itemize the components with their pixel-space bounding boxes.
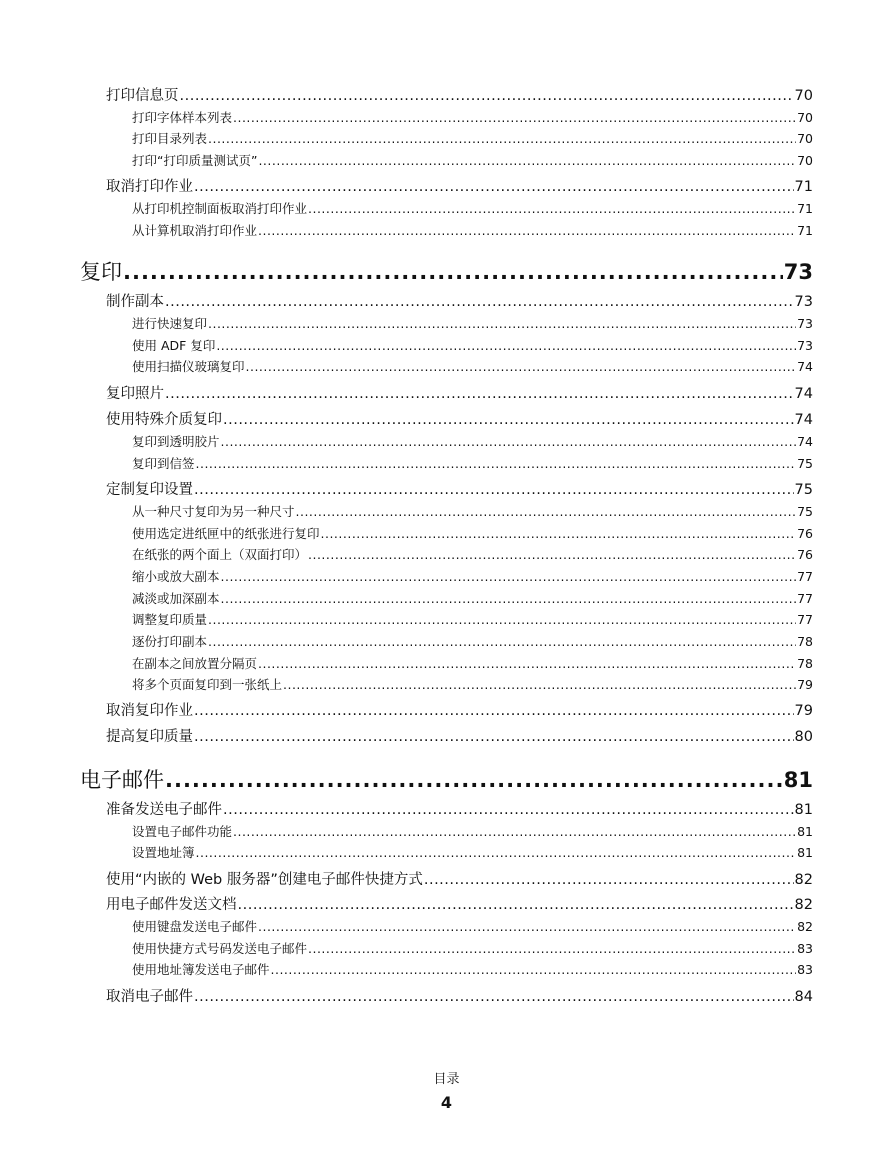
dot-leader [258,153,796,168]
toc-section-entry[interactable] [106,408,813,429]
entry-page-number: 74 [794,386,813,402]
dot-leader [208,612,796,627]
entry-page-number: 82 [794,897,813,913]
entry-page-number: 73 [783,260,813,284]
entry-page-number: 71 [797,223,813,238]
toc-subsection-entry[interactable] [132,502,813,520]
toc-section-entry[interactable] [106,868,813,889]
dot-leader [223,802,794,818]
dot-leader [258,919,796,934]
dot-leader [194,482,794,498]
entry-page-number: 70 [797,131,813,146]
entry-page-number: 79 [794,703,813,719]
toc-section-entry[interactable] [106,290,813,311]
toc-subsection-entry[interactable] [132,357,813,375]
entry-title: 制作副本 [106,294,164,310]
dot-leader [223,412,794,428]
entry-title: 定制复印设置 [106,482,193,498]
dot-leader [123,260,783,284]
toc-chapter-entry[interactable] [80,256,813,286]
toc-section-entry[interactable] [106,798,813,819]
entry-title: 打印“打印质量测试页” [132,153,258,168]
entry-page-number: 70 [794,88,813,104]
entry-page-number: 81 [797,845,813,860]
entry-title: 设置电子邮件功能 [132,824,233,839]
dot-leader [258,223,796,238]
toc-subsection-entry[interactable] [132,843,813,861]
entry-page-number: 83 [797,962,813,977]
toc-subsection-entry[interactable] [132,960,813,978]
toc-subsection-entry[interactable] [132,589,813,607]
toc-subsection-entry[interactable] [132,108,813,126]
dot-leader [283,677,796,692]
dot-leader [194,729,794,745]
dot-leader [208,131,796,146]
entry-title: 使用地址簿发送电子邮件 [132,962,270,977]
dot-leader [238,897,794,913]
entry-title: 进行快速复印 [132,316,208,331]
entry-page-number: 73 [797,316,813,331]
toc-chapter-entry[interactable] [80,764,813,794]
entry-page-number: 84 [794,989,813,1005]
toc-section-entry[interactable] [106,478,813,499]
entry-title: 调整复印质量 [132,612,208,627]
entry-title: 复印 [80,260,122,284]
toc-subsection-entry[interactable] [132,939,813,957]
entry-title: 使用键盘发送电子邮件 [132,919,258,934]
dot-leader [194,989,794,1005]
dot-leader [308,547,796,562]
toc-subsection-entry[interactable] [132,314,813,332]
entry-title: 从打印机控制面板取消打印作业 [132,201,308,216]
dot-leader [233,110,796,125]
toc-subsection-entry[interactable] [132,151,813,169]
toc-subsection-entry[interactable] [132,917,813,935]
dot-leader [221,569,797,584]
entry-page-number: 75 [797,456,813,471]
entry-title: 将多个页面复印到一张纸上 [132,677,283,692]
entry-title: 设置地址簿 [132,845,195,860]
entry-title: 使用扫描仪玻璃复印 [132,359,245,374]
dot-leader [246,359,797,374]
entry-page-number: 74 [794,412,813,428]
dot-leader [308,201,796,216]
entry-page-number: 81 [794,802,813,818]
entry-page-number: 82 [797,919,813,934]
entry-page-number: 74 [797,434,813,449]
entry-page-number: 75 [794,482,813,498]
dot-leader [208,316,796,331]
toc-subsection-entry[interactable] [132,822,813,840]
toc-subsection-entry[interactable] [132,454,813,472]
entry-title: 从一种尺寸复印为另一种尺寸 [132,504,295,519]
toc-subsection-entry[interactable] [132,524,813,542]
toc-subsection-entry[interactable] [132,567,813,585]
entry-title: 电子邮件 [80,768,164,792]
entry-page-number: 81 [797,824,813,839]
dot-leader [296,504,797,519]
toc-section-entry[interactable] [106,699,813,720]
dot-leader [196,456,797,471]
entry-title: 提高复印质量 [106,729,193,745]
entry-page-number: 82 [794,872,813,888]
entry-page-number: 78 [797,656,813,671]
entry-title: 缩小或放大副本 [132,569,220,584]
dot-leader [258,656,796,671]
entry-page-number: 77 [797,612,813,627]
toc-subsection-entry[interactable] [132,199,813,217]
entry-title: 从计算机取消打印作业 [132,223,258,238]
toc-subsection-entry[interactable] [132,654,813,672]
toc-section-entry[interactable] [106,382,813,403]
entry-title: 用电子邮件发送文档 [106,897,237,913]
dot-leader [424,872,794,888]
entry-title: 使用选定进纸匣中的纸张进行复印 [132,526,320,541]
toc-section-entry[interactable] [106,725,813,746]
entry-page-number: 73 [794,294,813,310]
toc-section-entry[interactable] [106,985,813,1006]
entry-title: 逐份打印副本 [132,634,208,649]
dot-leader [221,434,797,449]
entry-title: 在副本之间放置分隔页 [132,656,258,671]
dot-leader [321,526,797,541]
entry-page-number: 77 [797,569,813,584]
entry-page-number: 71 [797,201,813,216]
dot-leader [180,88,794,104]
entry-page-number: 75 [797,504,813,519]
entry-page-number: 76 [797,547,813,562]
entry-page-number: 70 [797,153,813,168]
entry-page-number: 81 [783,768,813,792]
toc-section-entry[interactable] [106,893,813,914]
entry-title: 打印目录列表 [132,131,208,146]
dot-leader [221,591,797,606]
dot-leader [308,941,796,956]
dot-leader [165,768,783,792]
footer-page-number: 4 [440,1093,453,1112]
entry-title: 使用快捷方式号码发送电子邮件 [132,941,308,956]
entry-title: 使用 ADF 复印 [132,338,216,353]
entry-title: 复印到透明胶片 [132,434,220,449]
entry-page-number: 80 [794,729,813,745]
toc-section-entry[interactable] [106,175,813,196]
dot-leader [165,294,794,310]
toc-subsection-entry[interactable] [132,632,813,650]
dot-leader [196,845,797,860]
dot-leader [216,338,796,353]
dot-leader [165,386,794,402]
dot-leader [233,824,796,839]
entry-page-number: 77 [797,591,813,606]
toc-subsection-entry[interactable] [132,545,813,563]
toc-subsection-entry[interactable] [132,675,813,693]
toc-section-entry[interactable] [106,84,813,105]
entry-page-number: 74 [797,359,813,374]
dot-leader [194,703,794,719]
entry-page-number: 70 [797,110,813,125]
entry-page-number: 71 [794,179,813,195]
toc-subsection-entry[interactable] [132,129,813,147]
entry-page-number: 83 [797,941,813,956]
entry-title: 打印字体样本列表 [132,110,233,125]
entry-title: 取消复印作业 [106,703,193,719]
entry-page-number: 79 [797,677,813,692]
toc-subsection-entry[interactable] [132,336,813,354]
footer-section-label: 目录 [433,1072,460,1087]
toc-subsection-entry[interactable] [132,432,813,450]
entry-title: 打印信息页 [106,88,179,104]
dot-leader [208,634,796,649]
toc-subsection-entry[interactable] [132,221,813,239]
entry-page-number: 73 [797,338,813,353]
toc-subsection-entry[interactable] [132,610,813,628]
entry-title: 使用“内嵌的 Web 服务器”创建电子邮件快捷方式 [106,872,423,888]
entry-title: 取消打印作业 [106,179,193,195]
dot-leader [271,962,797,977]
dot-leader [194,179,794,195]
entry-page-number: 76 [797,526,813,541]
entry-title: 复印照片 [106,386,164,402]
entry-page-number: 78 [797,634,813,649]
entry-title: 使用特殊介质复印 [106,412,222,428]
entry-title: 减淡或加深副本 [132,591,220,606]
entry-title: 取消电子邮件 [106,989,193,1005]
entry-title: 复印到信签 [132,456,195,471]
entry-title: 在纸张的两个面上（双面打印） [132,547,308,562]
entry-title: 准备发送电子邮件 [106,802,222,818]
